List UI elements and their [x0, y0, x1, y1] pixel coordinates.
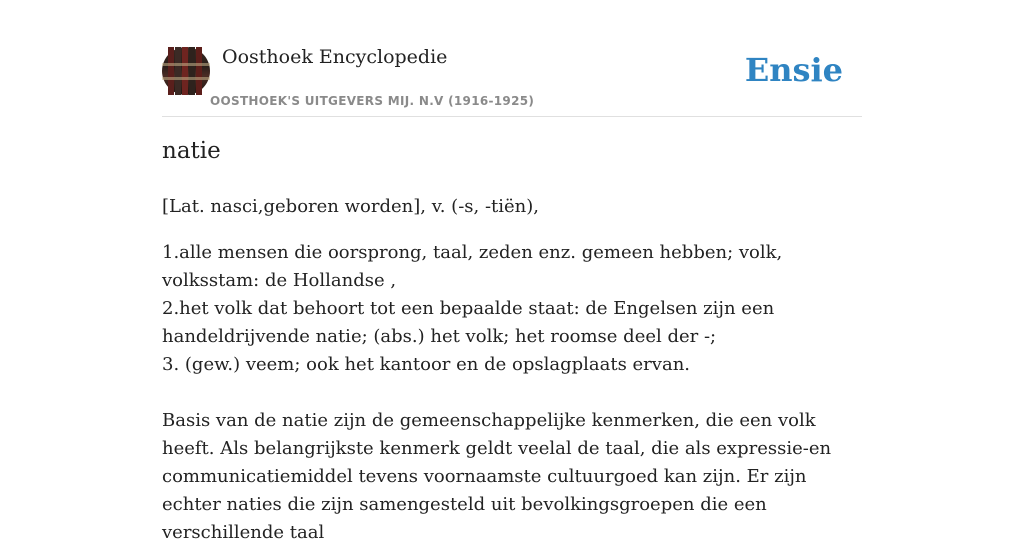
entry-paragraph: Basis van de natie zijn de gemeenschappelijke kenmerken, die een volk heeft. Als belangrijkste kenmerk geldt veelal de taal, die als expressie-en communicatiemiddel tevens voornaamste cultuurgoed kan zijn. Er zijn echter naties die zijn samengesteld uit bevolkingsgroepen die een verschillende taal	[162, 410, 832, 543]
brand-logo[interactable]: Ensie	[744, 51, 843, 89]
source-title[interactable]: Oosthoek Encyclopedie	[222, 46, 448, 68]
definition-item: 2.het volk dat behoort tot een bepaalde staat: de Engelsen zijn een handeldrijvende natie; (abs.) het volk; het roomse deel der -;	[162, 298, 775, 347]
site-header	[162, 46, 862, 117]
entry-title: natie	[162, 138, 221, 164]
definition-list	[162, 239, 862, 379]
source-avatar[interactable]	[162, 47, 210, 95]
definition-item: 1.alle mensen die oorsprong, taal, zeden enz. gemeen hebben; volk, volksstam: de Hollandse ,	[162, 242, 783, 291]
entry-etymology: [Lat. nasci,geboren worden], v. (-s, -tiën),	[162, 196, 540, 217]
definition-item: 3. (gew.) veem; ook het kantoor en de opslagplaats ervan.	[162, 354, 691, 375]
source-subtitle: OOSTHOEK'S UITGEVERS MIJ. N.V (1916-1925)	[210, 94, 535, 108]
